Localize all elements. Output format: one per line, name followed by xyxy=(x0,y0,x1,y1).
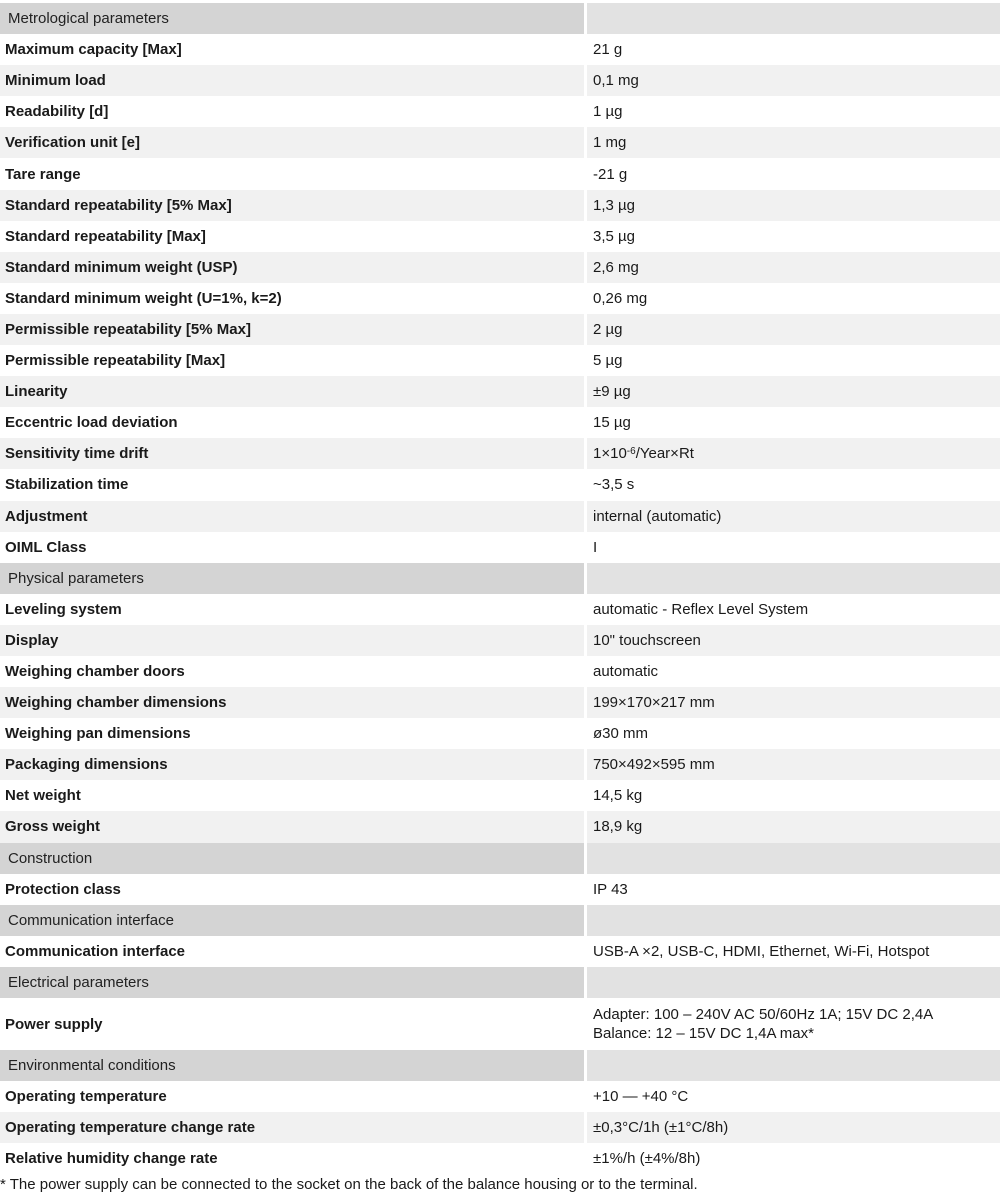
section-value-cell xyxy=(587,905,1000,936)
parameter-label: Linearity xyxy=(0,376,587,407)
footnote: * The power supply can be connected to the socket on the back of the balance housing or to the terminal. xyxy=(0,1176,698,1193)
parameter-value: 15 µg xyxy=(587,407,1000,438)
table-row xyxy=(0,780,1000,811)
parameter-value: ø30 mm xyxy=(587,718,1000,749)
parameter-value: 1 µg xyxy=(587,96,1000,127)
parameter-value: ±0,3°C/1h (±1°C/8h) xyxy=(587,1112,1000,1143)
value-line: Adapter: 100 – 240V AC 50/60Hz 1A; 15V DC 2,4A xyxy=(593,1006,934,1023)
section-title: Environmental conditions xyxy=(0,1050,587,1081)
parameter-label: Operating temperature change rate xyxy=(0,1112,587,1143)
parameter-label: Standard minimum weight (USP) xyxy=(0,252,587,283)
table-row xyxy=(0,1143,1000,1174)
parameter-label: Verification unit [e] xyxy=(0,127,587,158)
spec-table xyxy=(0,3,1000,1174)
parameter-label: Net weight xyxy=(0,780,587,811)
parameter-value: 1 mg xyxy=(587,127,1000,158)
parameter-value: 0,1 mg xyxy=(587,65,1000,96)
parameter-value: ±1%/h (±4%/8h) xyxy=(587,1143,1000,1174)
parameter-label: Minimum load xyxy=(0,65,587,96)
parameter-value: IP 43 xyxy=(587,874,1000,905)
parameter-label: Display xyxy=(0,625,587,656)
section-title: Physical parameters xyxy=(0,563,587,594)
parameter-label: Weighing chamber doors xyxy=(0,656,587,687)
parameter-label: Readability [d] xyxy=(0,96,587,127)
table-row xyxy=(0,625,1000,656)
table-row xyxy=(0,656,1000,687)
parameter-value: -21 g xyxy=(587,158,1000,189)
table-row xyxy=(0,221,1000,252)
table-row xyxy=(0,718,1000,749)
parameter-value: ~3,5 s xyxy=(587,469,1000,500)
table-row xyxy=(0,438,1000,469)
parameter-value: 0,26 mg xyxy=(587,283,1000,314)
table-row xyxy=(0,158,1000,189)
table-row xyxy=(0,345,1000,376)
parameter-label: OIML Class xyxy=(0,532,587,563)
parameter-label: Weighing pan dimensions xyxy=(0,718,587,749)
section-header xyxy=(0,843,1000,874)
parameter-value: 10" touchscreen xyxy=(587,625,1000,656)
table-row xyxy=(0,1081,1000,1112)
table-row xyxy=(0,998,1000,1050)
section-title: Electrical parameters xyxy=(0,967,587,998)
section-title: Metrological parameters xyxy=(0,3,587,34)
section-value-cell xyxy=(587,1050,1000,1081)
parameter-label: Standard minimum weight (U=1%, k=2) xyxy=(0,283,587,314)
table-row xyxy=(0,407,1000,438)
table-row xyxy=(0,594,1000,625)
section-value-cell xyxy=(587,3,1000,34)
section-title: Construction xyxy=(0,843,587,874)
parameter-value: 1×10 $^{-6}$ /Year×Rt xyxy=(587,438,1000,469)
table-row xyxy=(0,314,1000,345)
value-lines xyxy=(593,1005,933,1043)
parameter-value: I xyxy=(587,532,1000,563)
section-header xyxy=(0,3,1000,34)
table-row xyxy=(0,687,1000,718)
parameter-value: 18,9 kg xyxy=(587,811,1000,842)
parameter-label: Protection class xyxy=(0,874,587,905)
section-value-cell xyxy=(587,967,1000,998)
section-header xyxy=(0,967,1000,998)
parameter-label: Relative humidity change rate xyxy=(0,1143,587,1174)
parameter-label: Eccentric load deviation xyxy=(0,407,587,438)
parameter-value: 750×492×595 mm xyxy=(587,749,1000,780)
section-value-cell xyxy=(587,843,1000,874)
parameter-value: 5 µg xyxy=(587,345,1000,376)
table-row xyxy=(0,252,1000,283)
parameter-label: Tare range xyxy=(0,158,587,189)
value-line: Balance: 12 – 15V DC 1,4A max* xyxy=(593,1025,814,1042)
parameter-value: 2,6 mg xyxy=(587,252,1000,283)
parameter-value: +10 — +40 °C xyxy=(587,1081,1000,1112)
parameter-value: internal (automatic) xyxy=(587,501,1000,532)
parameter-label: Standard repeatability [5% Max] xyxy=(0,190,587,221)
table-row xyxy=(0,874,1000,905)
parameter-value: 14,5 kg xyxy=(587,780,1000,811)
parameter-value: 21 g xyxy=(587,34,1000,65)
table-row xyxy=(0,190,1000,221)
parameter-label: Leveling system xyxy=(0,594,587,625)
value-prefix: 1×10 xyxy=(593,445,627,463)
section-title: Communication interface xyxy=(0,905,587,936)
parameter-label: Stabilization time xyxy=(0,469,587,500)
parameter-label: Adjustment xyxy=(0,501,587,532)
parameter-label: Operating temperature xyxy=(0,1081,587,1112)
value-suffix: /Year×Rt xyxy=(635,445,694,463)
table-row xyxy=(0,376,1000,407)
parameter-label: Communication interface xyxy=(0,936,587,967)
section-header xyxy=(0,905,1000,936)
table-row xyxy=(0,65,1000,96)
parameter-value: 3,5 µg xyxy=(587,221,1000,252)
parameter-label: Packaging dimensions xyxy=(0,749,587,780)
section-header xyxy=(0,563,1000,594)
table-row xyxy=(0,811,1000,842)
parameter-value xyxy=(587,998,1000,1050)
parameter-value: ±9 µg xyxy=(587,376,1000,407)
parameter-label: Power supply xyxy=(0,998,587,1050)
parameter-value: automatic xyxy=(587,656,1000,687)
parameter-label: Standard repeatability [Max] xyxy=(0,221,587,252)
table-row xyxy=(0,34,1000,65)
table-row xyxy=(0,749,1000,780)
section-value-cell xyxy=(587,563,1000,594)
table-row xyxy=(0,96,1000,127)
table-row xyxy=(0,936,1000,967)
parameter-value: automatic - Reflex Level System xyxy=(587,594,1000,625)
parameter-label: Weighing chamber dimensions xyxy=(0,687,587,718)
parameter-label: Permissible repeatability [Max] xyxy=(0,345,587,376)
table-row xyxy=(0,501,1000,532)
table-row xyxy=(0,469,1000,500)
parameter-value: 1,3 µg xyxy=(587,190,1000,221)
table-row xyxy=(0,532,1000,563)
parameter-label: Sensitivity time drift xyxy=(0,438,587,469)
section-header xyxy=(0,1050,1000,1081)
table-row xyxy=(0,1112,1000,1143)
table-row xyxy=(0,127,1000,158)
table-row xyxy=(0,283,1000,314)
parameter-label: Maximum capacity [Max] xyxy=(0,34,587,65)
parameter-value: USB-A ×2, USB-C, HDMI, Ethernet, Wi-Fi, Hotspot xyxy=(587,936,1000,967)
parameter-value: 199×170×217 mm xyxy=(587,687,1000,718)
parameter-label: Permissible repeatability [5% Max] xyxy=(0,314,587,345)
parameter-value: 2 µg xyxy=(587,314,1000,345)
parameter-label: Gross weight xyxy=(0,811,587,842)
